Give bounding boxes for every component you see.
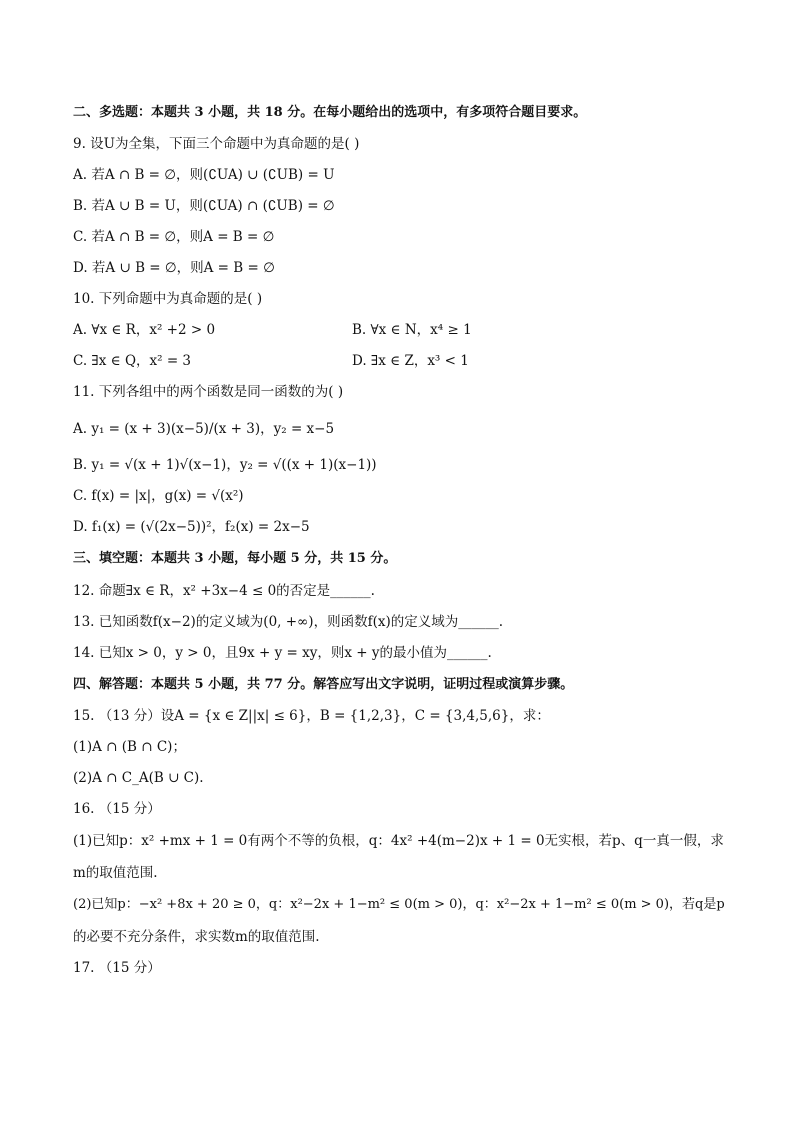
section-heading-multiple-choice: 二、多选题：本题共 3 小题，共 18 分。在每小题给出的选项中，有多项符合题目要求。 bbox=[73, 105, 587, 120]
question-10-option-c: C. ∃x ∈ Q，x² = 3 bbox=[73, 353, 192, 369]
question-10-option-b: B. ∀x ∈ N，x⁴ ≥ 1 bbox=[352, 322, 472, 338]
question-16-part-2-line-2: 的必要不充分条件，求实数m的取值范围. bbox=[73, 929, 320, 945]
question-16-stem: 16. （15 分） bbox=[73, 801, 161, 817]
question-9-option-d: D. 若A ∪ B = ∅，则A = B = ∅ bbox=[73, 260, 275, 276]
question-11-stem: 11. 下列各组中的两个函数是同一函数的为( ) bbox=[73, 384, 344, 400]
question-10-option-a: A. ∀x ∈ R，x² +2 > 0 bbox=[73, 322, 216, 338]
question-11-option-a: A. y₁ = (x + 3)(x−5)/(x + 3)，y₂ = x−5 bbox=[73, 421, 335, 437]
question-10-option-d: D. ∃x ∈ Z，x³ < 1 bbox=[352, 353, 469, 369]
section-heading-solution: 四、解答题：本题共 5 小题，共 77 分。解答应写出文字说明，证明过程或演算步骤。 bbox=[73, 677, 574, 692]
question-15-stem: 15. （13 分）设A = {x ∈ Z||x| ≤ 6}，B = {1,2,3}，C = {3,4,5,6}，求： bbox=[73, 708, 550, 724]
question-11-option-c: C. f(x) = |x|，g(x) = √(x²) bbox=[73, 488, 244, 504]
question-9-option-a: A. 若A ∩ B = ∅，则(∁UA) ∪ (∁UB) = U bbox=[73, 167, 335, 183]
question-11-option-b: B. y₁ = √(x + 1)√(x−1)，y₂ = √((x + 1)(x−1)) bbox=[73, 457, 377, 473]
question-16-part-1-line-2: m的取值范围. bbox=[73, 865, 158, 881]
question-9-option-c: C. 若A ∩ B = ∅，则A = B = ∅ bbox=[73, 229, 275, 245]
question-9-option-b: B. 若A ∪ B = U，则(∁UA) ∩ (∁UB) = ∅ bbox=[73, 198, 335, 214]
question-16-part-2-line-1: (2)已知p：−x² +8x + 20 ≥ 0，q：x²−2x + 1−m² ≤ 0(m > 0)，q：x²−2x + 1−m² ≤ 0(m > 0)，若q是p bbox=[73, 897, 725, 912]
section-heading-fill-in: 三、填空题：本题共 3 小题，每小题 5 分，共 15 分。 bbox=[73, 551, 397, 566]
question-14: 14. 已知x > 0，y > 0，且9x + y = xy，则x + y的最小值为______. bbox=[73, 645, 492, 661]
question-16-part-1-line-1: (1)已知p：x² +mx + 1 = 0有两个不等的负根，q：4x² +4(m−2)x + 1 = 0无实根，若p、q一真一假，求 bbox=[73, 833, 724, 849]
question-15-part-1: (1)A ∩ (B ∩ C)； bbox=[73, 739, 186, 755]
question-12: 12. 命题∃x ∈ R，x² +3x−4 ≤ 0的否定是______. bbox=[73, 583, 375, 599]
question-10-stem: 10. 下列命题中为真命题的是( ) bbox=[73, 291, 263, 307]
question-17-stem: 17. （15 分） bbox=[73, 960, 161, 976]
question-15-part-2: (2)A ∩ C_A(B ∪ C). bbox=[73, 770, 204, 786]
question-11-option-d: D. f₁(x) = (√(2x−5))²，f₂(x) = 2x−5 bbox=[73, 519, 310, 535]
question-13: 13. 已知函数f(x−2)的定义域为(0, +∞)，则函数f(x)的定义域为______. bbox=[73, 614, 504, 630]
question-9-stem: 9. 设U为全集，下面三个命题中为真命题的是( ) bbox=[73, 136, 360, 152]
